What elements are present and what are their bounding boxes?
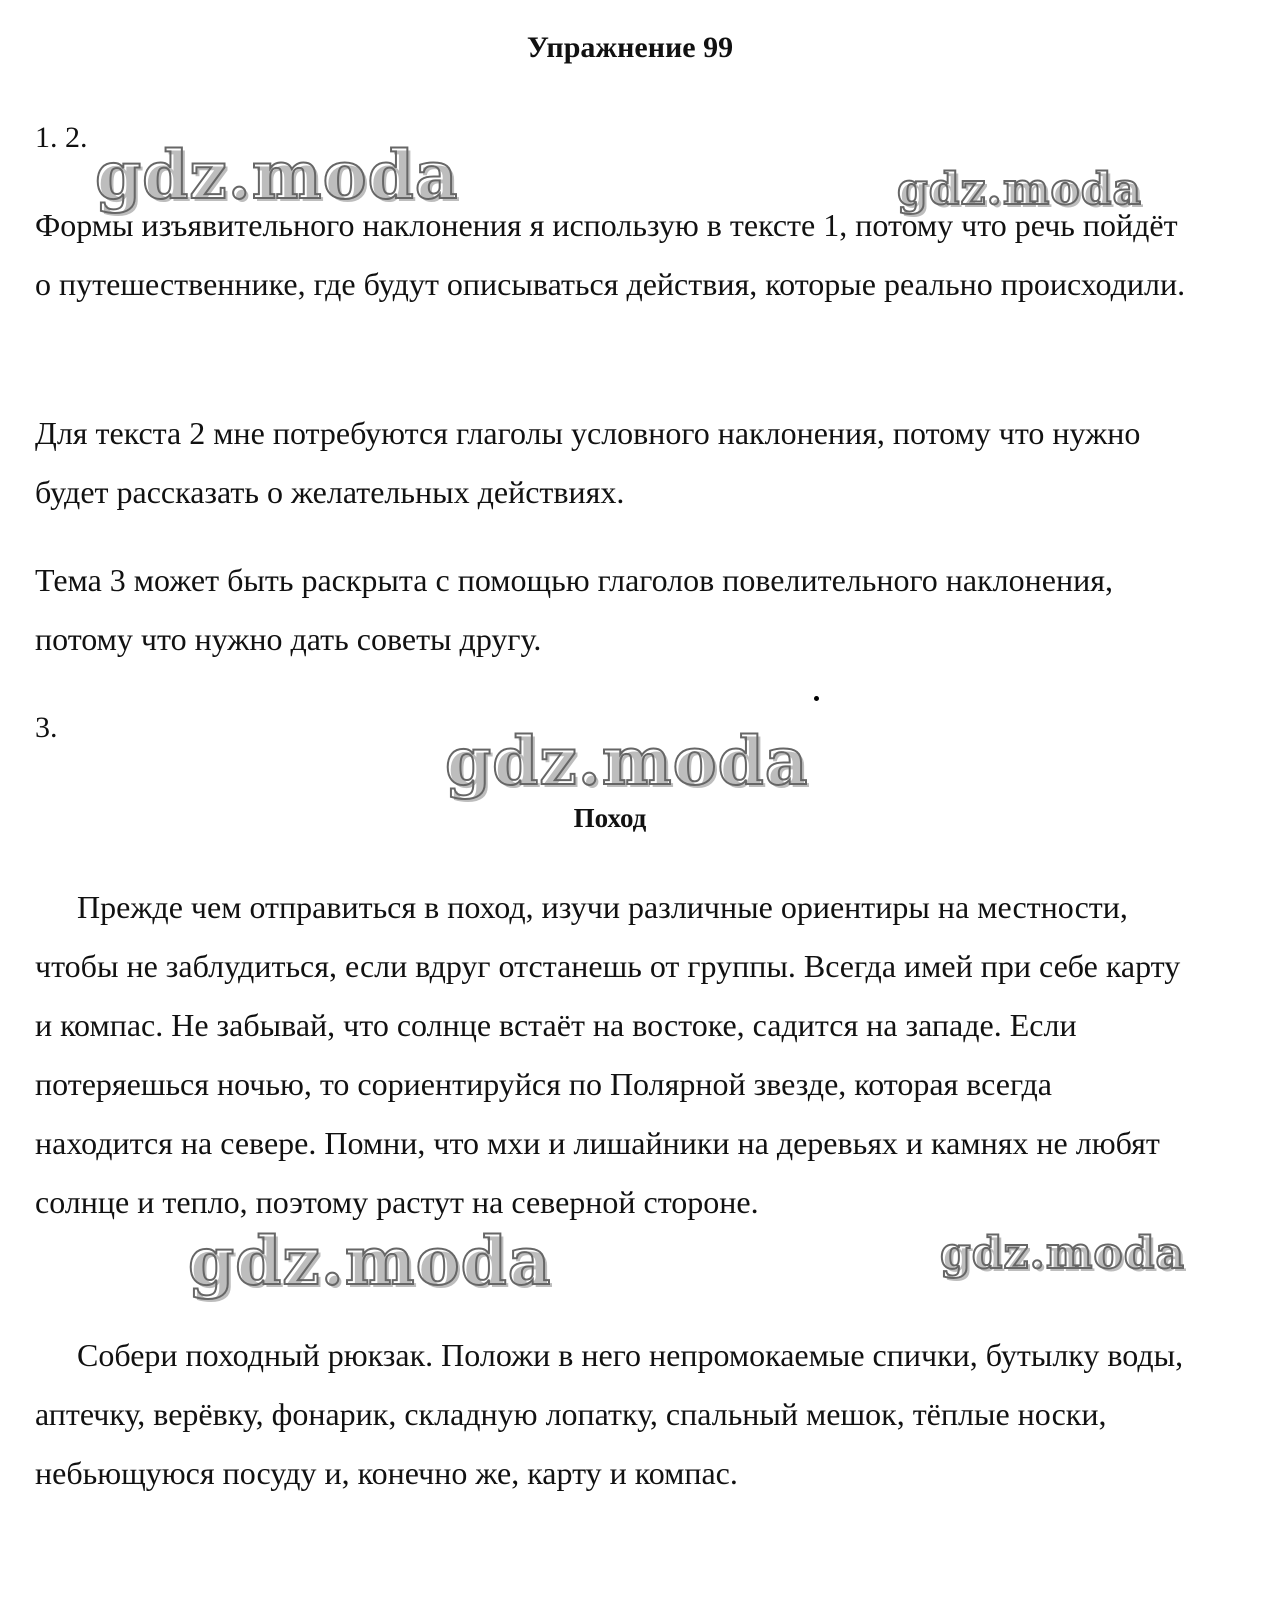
section-label-3: 3. bbox=[35, 711, 58, 744]
section-label-1-2: 1. 2. bbox=[35, 121, 88, 154]
paragraph-imperative: Тема 3 может быть раскрыта с помощью глаголов повелительного наклонения, потому что нужно дать советы другу. bbox=[35, 562, 1113, 657]
watermark-logo: gdz.moda bbox=[445, 722, 809, 800]
text-heading: Поход bbox=[573, 803, 647, 833]
paragraph-conditional: Для текста 2 мне потребуются глаголы условного наклонения, потому что нужно будет рассказать о желательных действиях. bbox=[35, 415, 1141, 510]
watermark-logo: gdz.moda bbox=[188, 1222, 552, 1300]
paragraph-orientation: Прежде чем отправиться в поход, изучи различные ориентиры на местности, чтобы не заблудиться, если вдруг отстанешь от группы. Всегда имей при себе карту и компас. Не забывай, что солнце встаёт на востоке, садится на западе. Если потеряешься ночью, то сориентируйся по Полярной звезде, которая всегда находится на севере. Помни, что мхи и лишайники на деревьях и камнях не любят солнце и тепло, поэтому растут на северной стороне. bbox=[35, 889, 1181, 1220]
stray-dot bbox=[814, 696, 819, 701]
exercise-title: Упражнение 99 bbox=[526, 31, 734, 64]
watermark-logo: gdz.moda bbox=[95, 136, 459, 214]
watermark-logo: gdz.moda bbox=[940, 1228, 1186, 1279]
paragraph-backpack: Собери походный рюкзак. Положи в него непромокаемые спички, бутылку воды, аптечку, верёвку, фонарик, складную лопатку, спальный мешок, тёплые носки, небьющуюся посуду и, конечно же, карту и компас. bbox=[35, 1337, 1184, 1491]
watermark-logo: gdz.moda bbox=[897, 164, 1143, 215]
paragraph-indicative: Формы изъявительного наклонения я использую в тексте 1, потому что речь пойдёт о путешественнике, где будут описываться действия, которые реально происходили. bbox=[35, 207, 1186, 302]
